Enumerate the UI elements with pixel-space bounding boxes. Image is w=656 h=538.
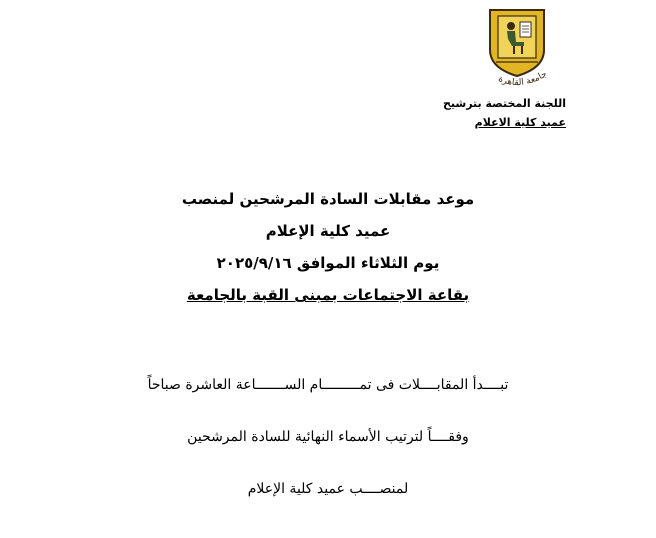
headline-venue: بقاعة الاجتماعات بمبنى القبة بالجامعة — [186, 286, 470, 304]
university-seal-logo-icon — [474, 6, 564, 92]
committee-header — [306, 94, 566, 132]
headline-date: يوم الثلاثاء الموافق ٢٠٢٥/٩/١٦ — [216, 254, 440, 272]
headline-title: موعد مقابلات السادة المرشحين لمنصب — [181, 190, 475, 208]
body-start-time: تبــــدأ المقابــــلات فى تمـــــــــام الســـــــاعة العاشرة صباحاً — [147, 377, 509, 393]
headline-position: عميد كلية الإعلام — [265, 222, 391, 240]
svg-text:جامعة القاهرة: جامعة القاهرة — [496, 69, 549, 89]
committee-title: اللجنة المختصة بترشيح — [442, 97, 566, 110]
body-position: لمنصــــب عميد كلية الإعلام — [247, 481, 409, 497]
announcement-body — [0, 368, 656, 524]
announcement-headline — [0, 183, 656, 311]
committee-subtitle: عميد كلية الاعلام — [474, 116, 566, 129]
body-order-note: وفقــــاً لترتيب الأسماء النهائية للسادة المرشحين — [187, 429, 469, 445]
university-logo — [474, 6, 564, 92]
